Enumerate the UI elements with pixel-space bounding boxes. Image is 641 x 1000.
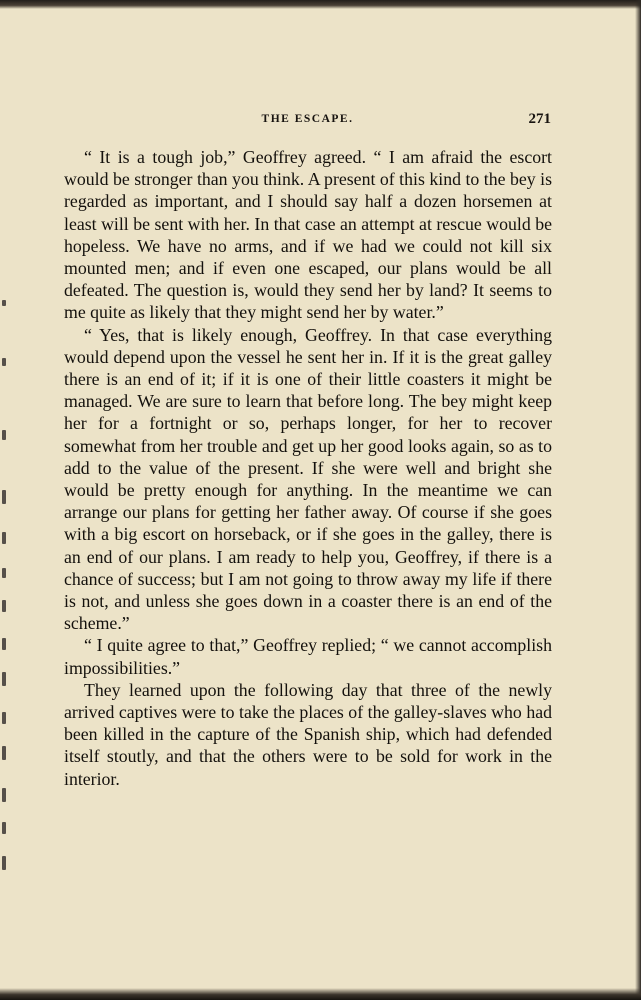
- right-edge-shadow: [635, 0, 641, 1000]
- paragraph: “ I quite agree to that,” Geoffrey replied; “ we cannot accomplish impossibilities.”: [64, 635, 552, 678]
- paragraph: “ It is a tough job,” Geoffrey agreed. “ I am afraid the escort would be stronger than you think. A present of this kind to the bey is regarded as important, and I should say half a dozen horsemen at least will be sent with her. In that case an attempt at rescue would be hopeless. We have no arms, and if we had we could not kill six mounted men; and if even one escaped, our plans would be all defeated. The question is, would they send her by land? It seems to me quite as likely that they might send her by water.”: [64, 147, 552, 323]
- paragraph: “ Yes, that is likely enough, Geoffrey. In that case everything would depend upon the vessel he sent her in. If it is the great galley there is an end of it; if it is one of their little coasters it might be managed. We are sure to learn that before long. The bey might keep her for a fortnight or so, perhaps longer, for her to recover somewhat from her trouble and get up her good looks again, so as to add to the value of the present. If she were well and bright she would be pretty enough for anything. In the meantime we can arrange our plans for getting her father away. Of course if she goes with a big escort on horseback, or if she goes in the galley, there is an end of our plans. I am ready to help you, Geoffrey, if there is a chance of success; but I am not going to throw away my life if there is not, and unless she goes down in a coaster there is an end of the scheme.”: [64, 324, 552, 634]
- page-number: 271: [528, 111, 551, 127]
- bottom-edge-shadow: [0, 988, 641, 1000]
- top-edge-shadow: [0, 0, 641, 9]
- running-head: THE ESCAPE.: [261, 113, 354, 125]
- gutter-bleed-marks: [0, 300, 14, 900]
- paragraph: They learned upon the following day that three of the newly arrived captives were to take the places of the galley-slaves who had been killed in the capture of the Spanish ship, which had defended itself stoutly, and that the others were to be sold for work in the interior.: [64, 679, 552, 789]
- body-text: [64, 146, 552, 790]
- page-header: [64, 111, 551, 131]
